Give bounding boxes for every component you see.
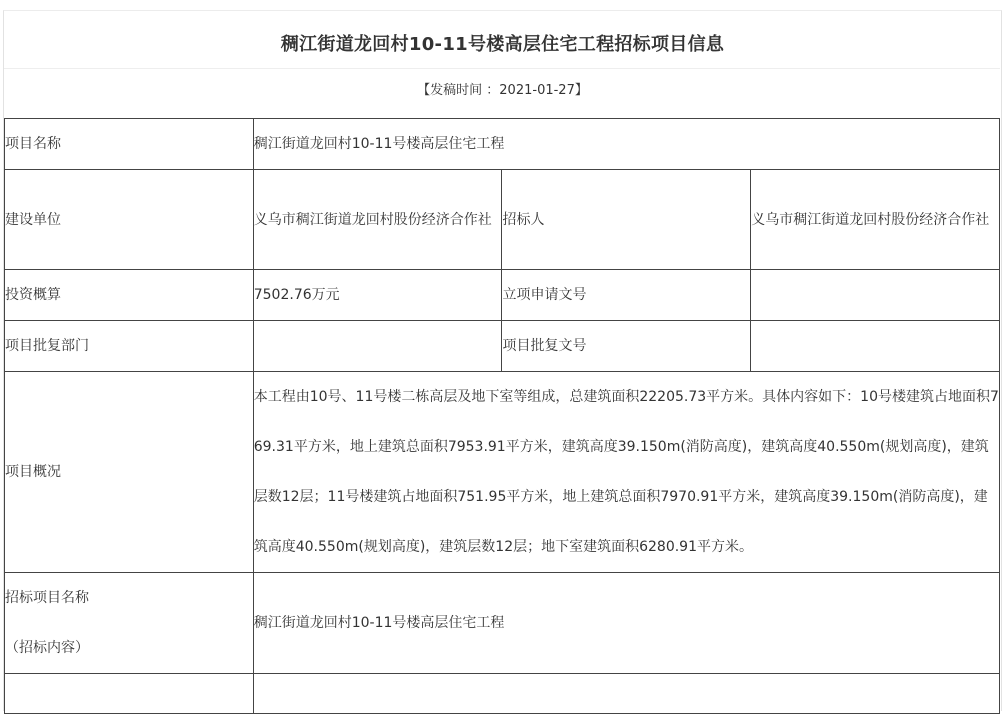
investment-label: 投资概算 [5,270,254,321]
builder-label: 建设单位 [5,170,254,270]
tenderer-value: 义乌市稠江街道龙回村股份经济合作社 [751,170,1000,270]
approval-dept-label: 项目批复部门 [5,321,254,372]
table-row [5,573,1000,674]
tender-name-label-line2: （招标内容） [5,640,89,656]
table-row [5,372,1000,573]
approval-doc-value [751,270,1000,321]
overview-value: 本工程由10号、11号楼二栋高层及地下室等组成，总建筑面积22205.73平方米。具体内容如下：10号楼建筑占地面积769.31平方米，地上建筑总面积7953.91平方米，建筑高度39.150m(消防高度)，建筑高度40.550m(规划高度)，建筑层数12层；11号楼建筑占地面积751.95平方米，地上建筑总面积7970.91平方米，建筑高度39.150m(消防高度)，建筑高度40.550m(规划高度)，建筑层数12层；地下室建筑面积6280.91平方米。 [253,372,999,573]
table-row [5,170,1000,270]
next-row-label [5,674,254,714]
tender-name-label-line1: 招标项目名称 [5,590,89,606]
tender-name-value: 稠江街道龙回村10-11号楼高层住宅工程 [253,573,999,674]
overview-label: 项目概况 [5,372,254,573]
approval-doc-label: 立项申请文号 [502,270,751,321]
approval-dept-value [253,321,502,372]
table-row [5,674,1000,714]
approval-no-value [751,321,1000,372]
title-divider [4,68,1000,69]
table-row [5,321,1000,372]
next-row-value [253,674,999,714]
project-name-label: 项目名称 [5,119,254,170]
table-row [5,119,1000,170]
tender-name-label [5,573,254,674]
publish-date: 【发稿时间 ：2021-01-27】 [417,83,588,98]
tenderer-label: 招标人 [502,170,751,270]
page-title: 稠江街道龙回村10-11号楼高层住宅工程招标项目信息 [280,34,725,55]
builder-value: 义乌市稠江街道龙回村股份经济合作社 [253,170,502,270]
approval-no-label: 项目批复文号 [502,321,751,372]
project-name-value: 稠江街道龙回村10-11号楼高层住宅工程 [253,119,999,170]
table-row [5,270,1000,321]
investment-value: 7502.76万元 [253,270,502,321]
project-info-table [4,118,1000,714]
